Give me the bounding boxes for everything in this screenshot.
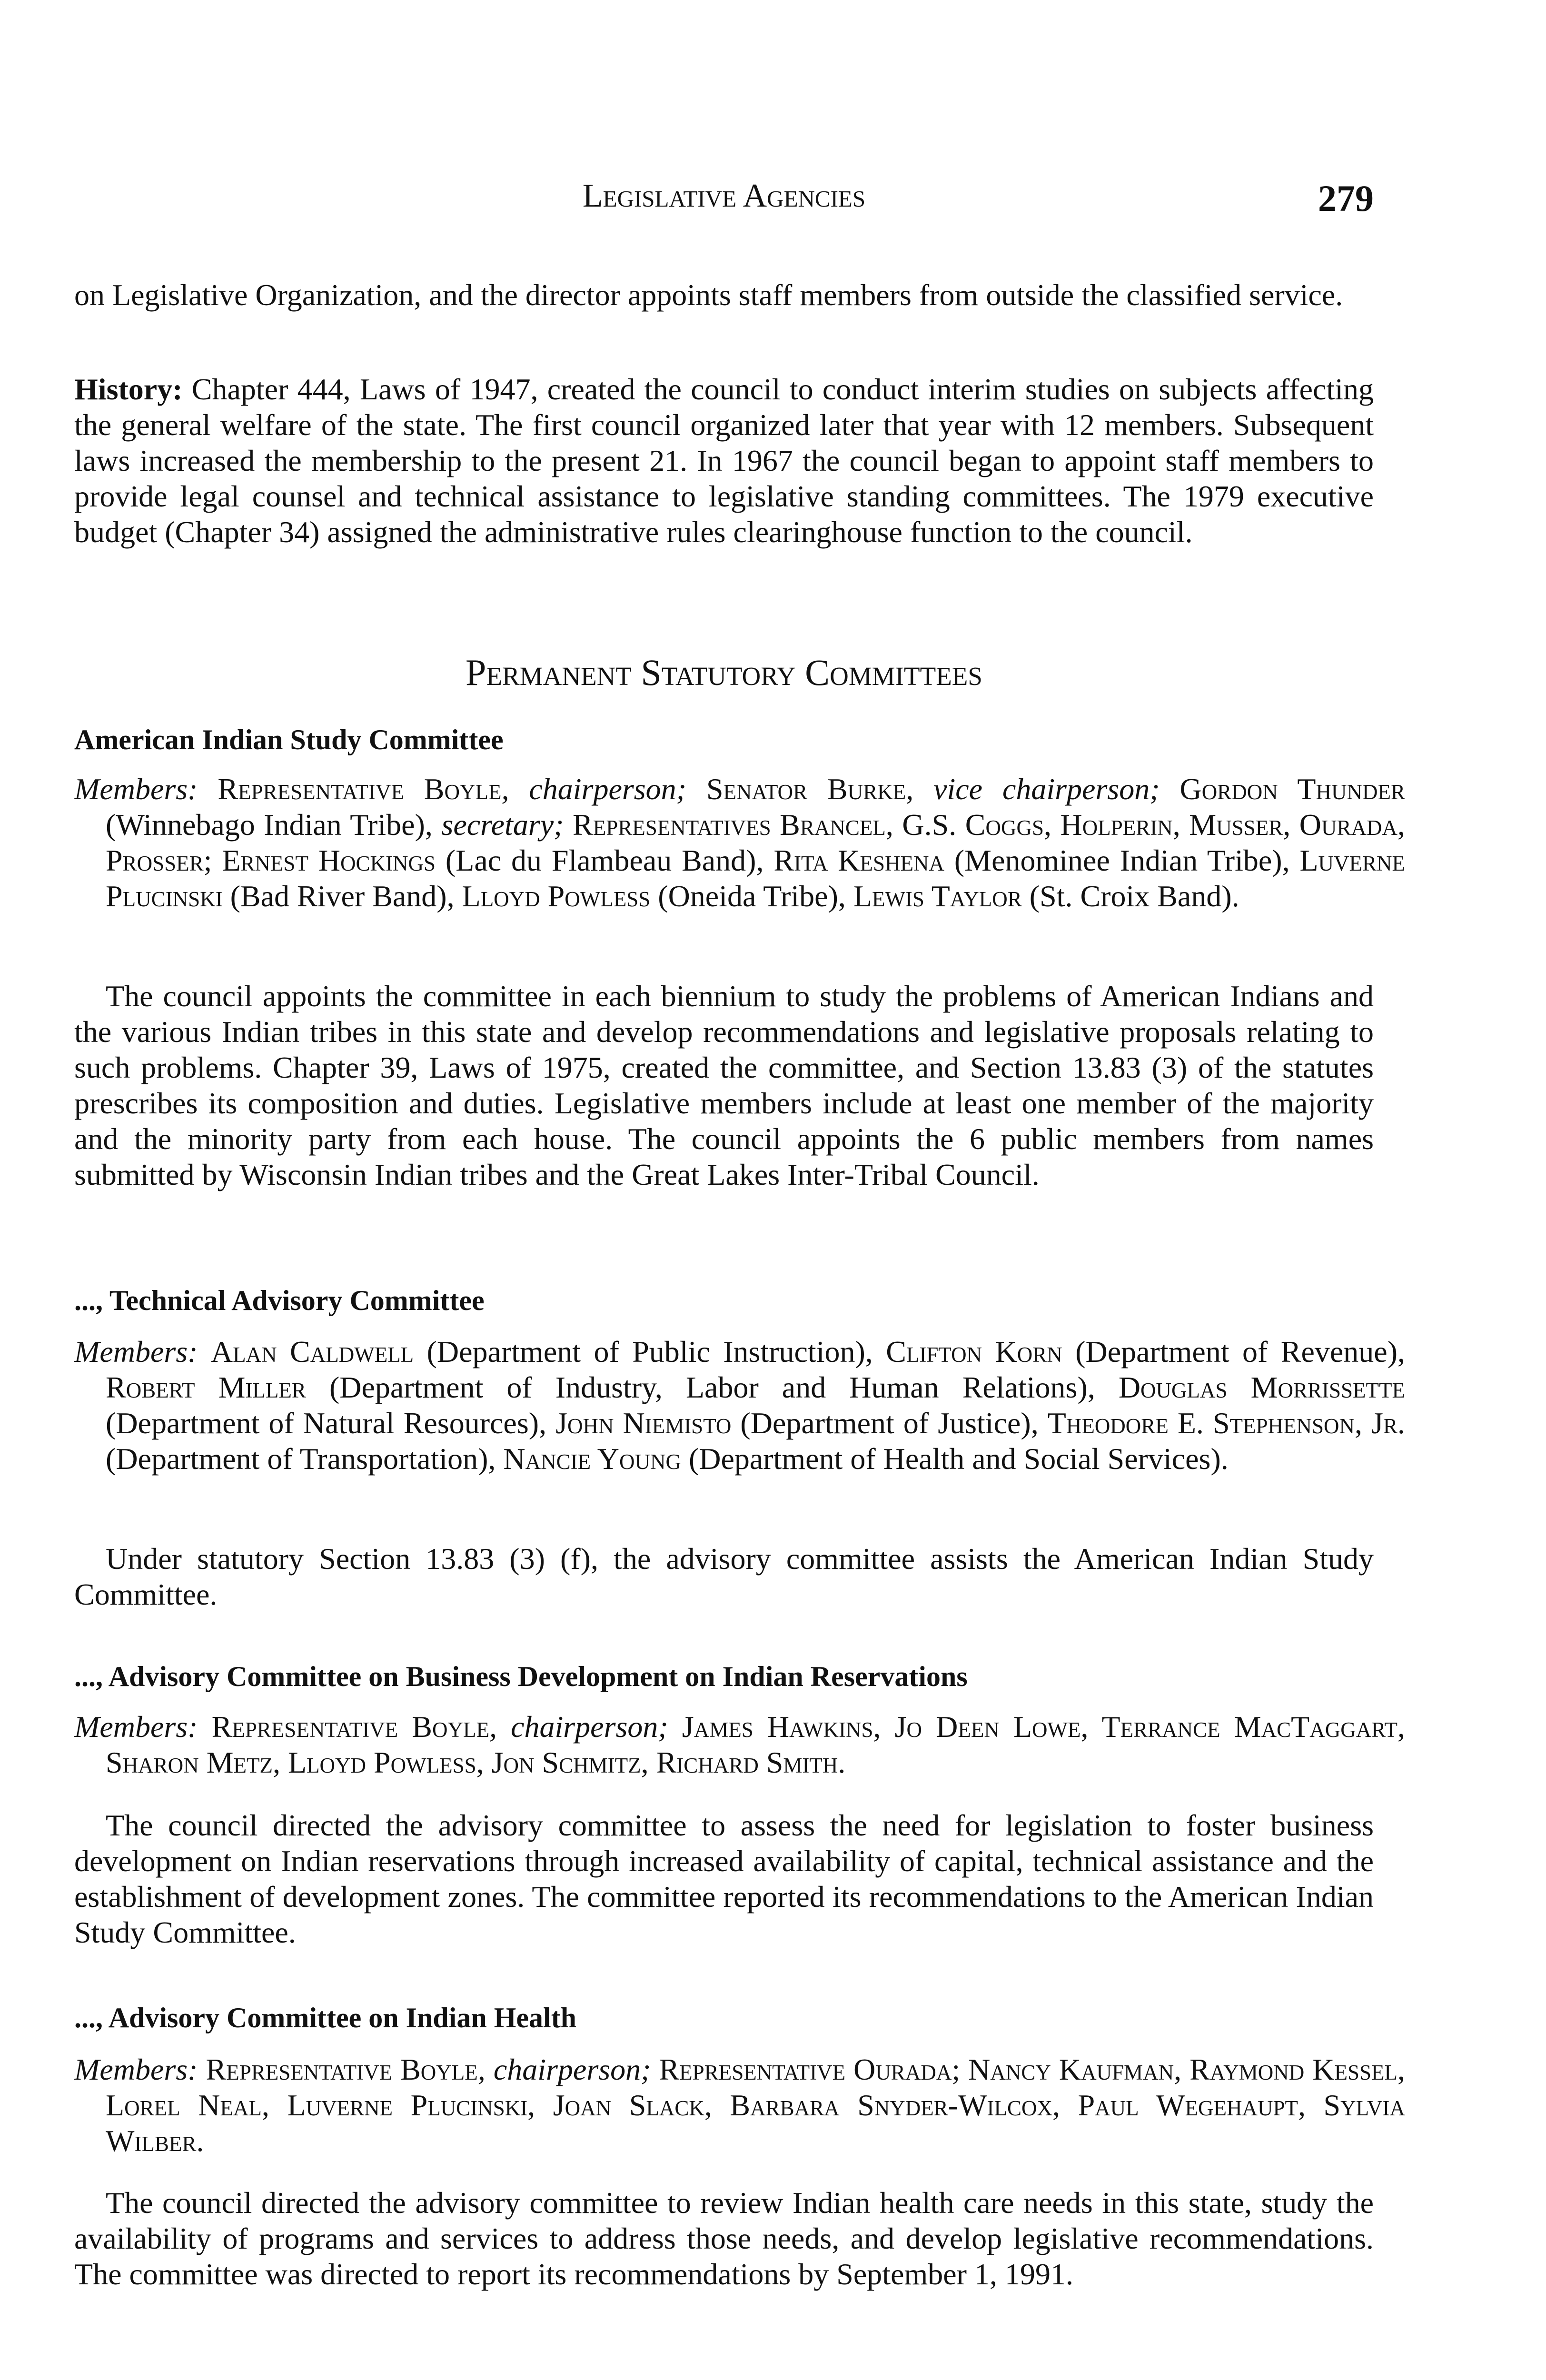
- members-business-development: [74, 1709, 1405, 1780]
- member-name: John Niemisto: [555, 1406, 732, 1440]
- member-role: , chairperson;: [501, 772, 706, 806]
- history-label: History:: [74, 372, 183, 406]
- member-name: Representative Ourada: [659, 2053, 952, 2086]
- member-name: Representative Boyle: [211, 1710, 489, 1744]
- member-affiliation: (Lac du Flambeau Band),: [436, 843, 774, 877]
- description-technical-advisory: Under statutory Section 13.83 (3) (f), the advisory committee assists the American Indian Study Committee.: [74, 1542, 1374, 1611]
- member-affiliation: (Department of Health and Social Services).: [681, 1442, 1229, 1476]
- committee-heading-business-development: ..., Advisory Committee on Business Development on Indian Reservations: [74, 1661, 968, 1692]
- history-paragraph: [74, 371, 1374, 550]
- members-indian-health: [74, 2052, 1405, 2159]
- member-affiliation: (St. Croix Band).: [1021, 879, 1239, 913]
- member-name: Alan Caldwell: [210, 1335, 414, 1368]
- member-name: Senator Burke: [706, 772, 906, 806]
- continuation-paragraph: on Legislative Organization, and the director appoints staff members from outside the classified service.: [74, 278, 1343, 312]
- committee-heading-indian-health: ..., Advisory Committee on Indian Health: [74, 2002, 577, 2033]
- member-affiliation: (Bad River Band),: [222, 879, 462, 913]
- member-name: Clifton Korn: [886, 1335, 1062, 1368]
- member-name: Gordon Thunder: [1179, 772, 1406, 806]
- members-technical-advisory: [74, 1334, 1405, 1477]
- member-name: Theodore E. Stephenson, Jr.: [1047, 1406, 1406, 1440]
- running-header: [74, 177, 1374, 229]
- member-name: Robert Miller: [106, 1370, 306, 1404]
- member-name: Representative Boyle: [218, 772, 502, 806]
- member-affiliation: (Department of Justice),: [731, 1406, 1048, 1440]
- member-name: Rita Keshena: [773, 843, 944, 877]
- members-label: Members:: [74, 1335, 211, 1368]
- member-affiliation: (Department of Industry, Labor and Human Relations),: [306, 1370, 1119, 1404]
- member-affiliation: (Department of Transportation),: [106, 1442, 504, 1476]
- member-name: James Hawkins, Jo Deen Lowe, Terrance MacTaggart, Sharon Metz, Lloyd Powless, Jon Schmitz, Richard Smith.: [106, 1710, 1405, 1779]
- member-name: Lloyd Powless: [462, 879, 651, 913]
- description-indian-health: The council directed the advisory committee to review Indian health care needs in this state, study the availability of programs and services to address those needs, and develop legislative recommendations. The committee was directed to report its recommendations by September 1, 1991.: [74, 2186, 1374, 2291]
- member-role: secretary;: [441, 808, 573, 842]
- member-affiliation: ;: [951, 2053, 969, 2086]
- members-label: Members:: [74, 1710, 212, 1744]
- member-name: Nancy Kaufman, Raymond Kessel, Lorel Neal, Luverne Plucinski, Joan Slack, Barbara Snyder-Wilcox, Paul Wegehaupt, Sylvia Wilber.: [106, 2053, 1406, 2158]
- description-business-development: The council directed the advisory committee to assess the need for legislation to foster business development on Indian reservations through increased availability of capital, technical assistance and the establishment of development zones. The committee reported its recommendations to the American Indian Study Committee.: [74, 1808, 1374, 1949]
- member-name: Ernest Hockings: [222, 843, 436, 877]
- section-title: Permanent Statutory Committees: [466, 652, 982, 693]
- member-name: Douglas Morrissette: [1118, 1370, 1406, 1404]
- member-affiliation: (Department of Revenue),: [1062, 1335, 1405, 1368]
- members-american-indian: [74, 771, 1405, 914]
- description-american-indian: The council appoints the committee in each biennium to study the problems of American Indians and the various Indian tribes in this state and develop recommendations and legislative proposals relating to such problems. Chapter 39, Laws of 1975, created the committee, and Section 13.83 (3) of the statutes prescribes its composition and duties. Legislative members include at least one member of the majority and the minority party from each house. The council appoints the 6 public members from names submitted by Wisconsin Indian tribes and the Great Lakes Inter-Tribal Council.: [74, 979, 1374, 1191]
- member-affiliation: (Department of Public Instruction),: [414, 1335, 886, 1368]
- members-label: Members:: [74, 772, 218, 806]
- member-role: , vice chairperson;: [906, 772, 1180, 806]
- page-number: 279: [1318, 178, 1374, 219]
- member-affiliation: ;: [203, 843, 222, 877]
- committee-heading-american-indian: American Indian Study Committee: [74, 724, 504, 755]
- member-name: Representative Boyle: [206, 2053, 478, 2086]
- member-affiliation: (Oneida Tribe),: [650, 879, 853, 913]
- member-affiliation: (Menominee Indian Tribe),: [944, 843, 1300, 877]
- member-name: Lewis Taylor: [853, 879, 1022, 913]
- member-name: Luverne Plucinski: [106, 843, 1406, 913]
- member-affiliation: (Department of Natural Resources),: [106, 1406, 556, 1440]
- committee-heading-technical-advisory: ..., Technical Advisory Committee: [74, 1285, 485, 1316]
- member-affiliation: (Winnebago Indian Tribe),: [106, 808, 442, 842]
- running-title: Legislative Agencies: [582, 178, 866, 214]
- member-name: Nancie Young: [503, 1442, 681, 1476]
- member-role: , chairperson;: [489, 1710, 682, 1744]
- history-text: Chapter 444, Laws of 1947, created the council to conduct interim studies on subjects affecting the general welfare of the state. The first council organized later that year with 12 members. Subsequent laws increased the membership to the present 21. In 1967 the council began to appoint staff members to provide legal counsel and technical assistance to legislative standing committees. The 1979 executive budget (Chapter 34) assigned the administrative rules clearinghouse function to the council.: [74, 372, 1374, 549]
- member-role: , chairperson;: [477, 2053, 659, 2086]
- member-name: Representatives Brancel, G.S. Coggs, Holperin, Musser, Ourada, Prosser: [106, 808, 1406, 877]
- members-label: Members:: [74, 2053, 206, 2086]
